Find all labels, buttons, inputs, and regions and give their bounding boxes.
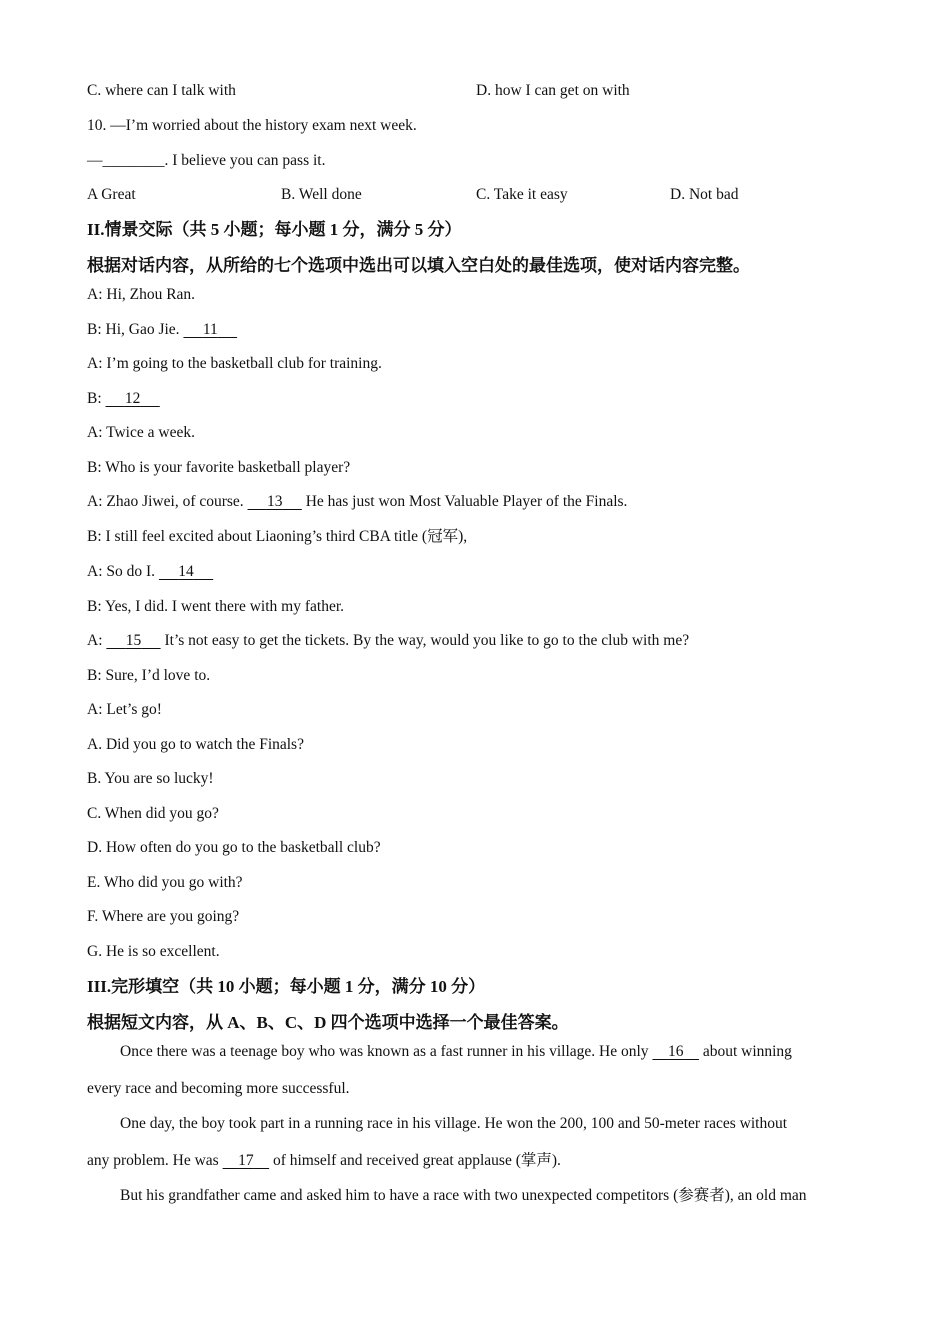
- passage-p2-rest: of himself and received great applause (掌声).: [269, 1152, 561, 1169]
- option-d: D. How often do you go to the basketball club?: [87, 839, 381, 856]
- q10-response: [87, 151, 325, 171]
- blank-11: 11: [202, 321, 218, 338]
- blank-15: 15: [125, 632, 142, 649]
- dialogue-line-9: [87, 562, 213, 582]
- q10-response-text: . I believe you can pass it.: [164, 152, 326, 169]
- blank-13: 13: [266, 493, 283, 510]
- option-b: B. You are so lucky!: [87, 770, 214, 787]
- blank-12: 12: [124, 390, 141, 407]
- q10-option-d: D. Not bad: [670, 186, 739, 203]
- passage-p2-text: any problem. He was: [87, 1152, 223, 1169]
- section3-instruction: 根据短文内容，从 A、B、C、D 四个选项中选择一个最佳答案。: [87, 1013, 569, 1032]
- dialogue-line-5: A: Twice a week.: [87, 424, 195, 441]
- dialogue-line-11-text: A:: [87, 632, 107, 649]
- dialogue-line-4-text: B:: [87, 390, 106, 407]
- passage-p1-line2: every race and becoming more successful.: [87, 1080, 350, 1097]
- passage-p1-rest: about winning: [698, 1043, 792, 1060]
- passage-p2-line2: [87, 1151, 561, 1171]
- dialogue-line-7-text: A: Zhao Jiwei, of course.: [87, 493, 248, 510]
- section2-instruction: 根据对话内容，从所给的七个选项中选出可以填入空白处的最佳选项，使对话内容完整。: [87, 256, 750, 275]
- blank-16: 16: [667, 1043, 684, 1060]
- q10-option-b: B. Well done: [281, 186, 362, 203]
- section2-title: II.情景交际（共 5 小题；每小题 1 分，满分 5 分）: [87, 220, 462, 239]
- dialogue-line-11: [87, 631, 689, 651]
- dialogue-line-9-text: A: So do I.: [87, 563, 159, 580]
- option-e: E. Who did you go with?: [87, 874, 243, 891]
- passage-p1-line1: [120, 1042, 792, 1062]
- q10-response-blank: ________: [102, 152, 165, 169]
- q9-option-c: C. where can I talk with: [87, 82, 236, 99]
- dialogue-line-7: [87, 492, 627, 512]
- option-f: F. Where are you going?: [87, 908, 240, 925]
- dialogue-line-2: [87, 320, 237, 340]
- passage-p2-line1: One day, the boy took part in a running race in his village. He won the 200, 100 and 50-meter races without: [120, 1115, 788, 1132]
- passage-p3-line1: But his grandfather came and asked him to have a race with two unexpected competitors (参赛者), an old man: [120, 1187, 807, 1204]
- dialogue-line-1: A: Hi, Zhou Ran.: [87, 286, 196, 303]
- blank-14: 14: [178, 563, 194, 580]
- passage-p1-text: Once there was a teenage boy who was known as a fast runner in his village. He only: [120, 1043, 653, 1060]
- q10-response-dash: —: [87, 152, 103, 169]
- blank-17: 17: [238, 1152, 254, 1169]
- dialogue-line-13: A: Let’s go!: [87, 701, 162, 718]
- dialogue-line-11-rest: It’s not easy to get the tickets. By the way, would you like to go to the club with me?: [160, 632, 690, 649]
- q10-option-a: A Great: [87, 186, 136, 203]
- option-a: A. Did you go to watch the Finals?: [87, 736, 304, 753]
- q10-question: 10. —I’m worried about the history exam next week.: [87, 117, 417, 134]
- option-c: C. When did you go?: [87, 805, 219, 822]
- q9-option-d: D. how I can get on with: [476, 82, 630, 99]
- section3-title: III.完形填空（共 10 小题；每小题 1 分，满分 10 分）: [87, 977, 486, 996]
- dialogue-line-12: B: Sure, I’d love to.: [87, 667, 211, 684]
- dialogue-line-10: B: Yes, I did. I went there with my father.: [87, 598, 345, 615]
- dialogue-line-8: B: I still feel excited about Liaoning’s third CBA title (冠军),: [87, 528, 468, 545]
- dialogue-line-7-rest: He has just won Most Valuable Player of the Finals.: [301, 493, 628, 510]
- option-g: G. He is so excellent.: [87, 943, 220, 960]
- dialogue-line-4: [87, 389, 160, 409]
- q10-option-c: C. Take it easy: [476, 186, 568, 203]
- dialogue-line-6: B: Who is your favorite basketball player?: [87, 459, 351, 476]
- dialogue-line-2-text: B: Hi, Gao Jie.: [87, 321, 184, 338]
- dialogue-line-3: A: I’m going to the basketball club for training.: [87, 355, 382, 372]
